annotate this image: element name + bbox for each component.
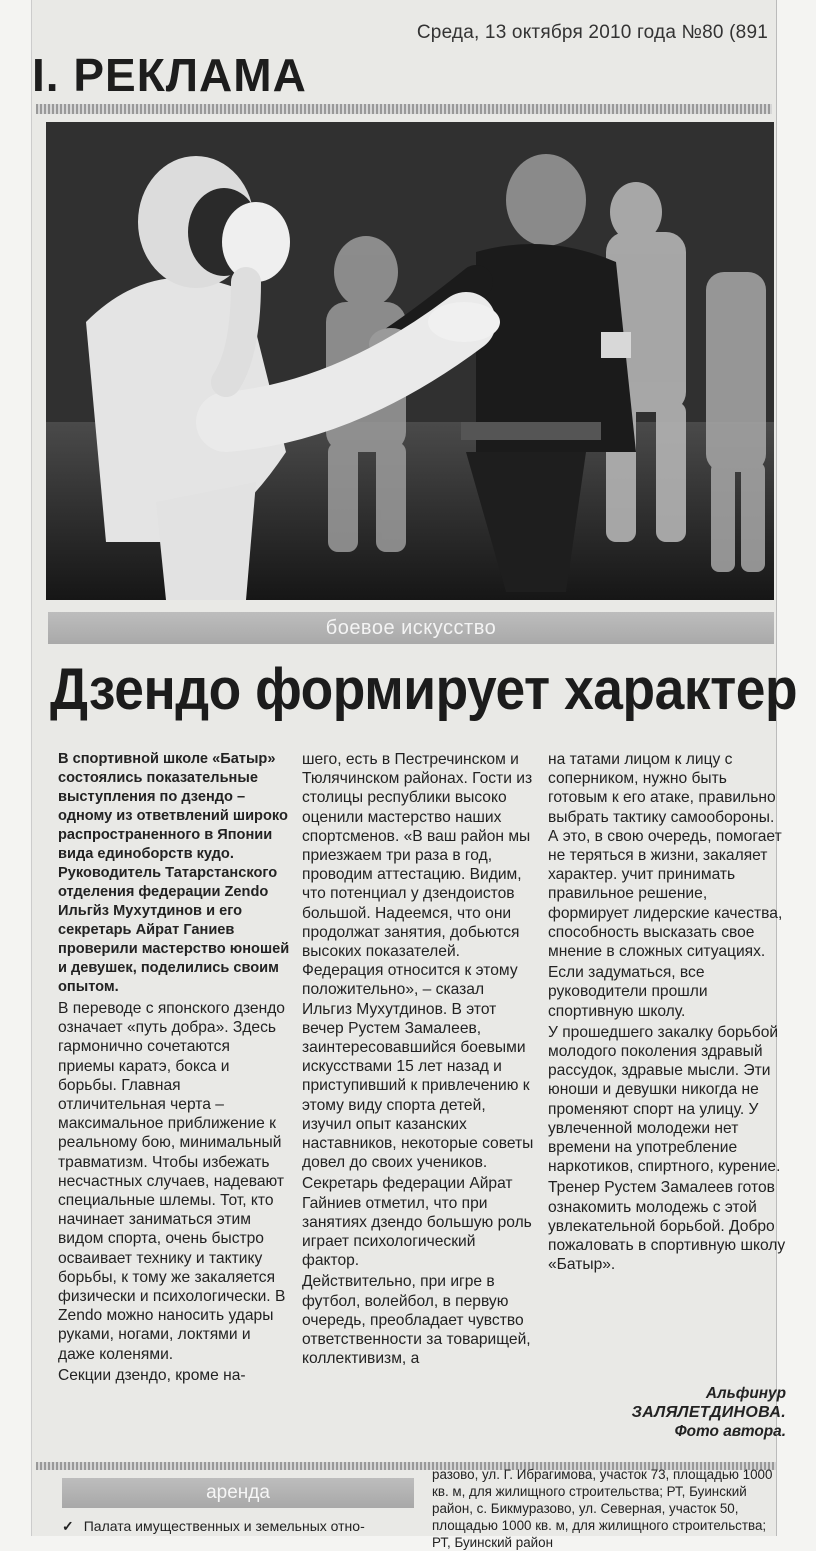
article-paragraph: Если задуматься, все руководители прошли спортивную школу. (548, 964, 708, 1020)
section-title: I. РЕКЛАМА (32, 49, 307, 101)
article-rubric: боевое искусство (48, 612, 774, 644)
martial-arts-photo-illustration (46, 122, 774, 600)
checkmark-icon: ✓ (62, 1518, 74, 1534)
article-headline: Дзендо формирует характер (50, 657, 798, 722)
article-paragraph: на татами лицом к лицу с соперником, нужно быть готовым к его атаке, правильно выбрать тактику самообороны. А это, в свою очередь, помогает не теряться в жизни, закаляет характер. учит принимать правильное решение, формирует лидерские качества, способность высказать свое мнение в сложных ситуациях. (548, 751, 783, 961)
article-lead: В спортивной школе «Батыр» состоялись показательные выступления по дзендо – одному из ответвлений широко распространенного в Японии вида единоборств кудо. Руководитель Татарстанского отделения федерации Zendo Ильгйз Мухутдинов и его секретарь Айрат Ганиев проверили мастерство юношей и девушек, поделились своим опытом. (58, 751, 290, 995)
photo-credit: Фото автора. (674, 1423, 786, 1440)
article-paragraph: шего, есть в Пестречинском и Тюлячинском районах. Гости из столицы республики высоко оценили мастерство наших спортсменов. «В ваш район мы приезжаем три раза в год, проводим аттестацию. Видим, что потенциал у дзендоистов большой. Надеемся, что они продолжат занятия, добьются высоких показателей. Федерация относится к этому положительно», – сказал Ильгиз Мухутдинов. В этот вечер Рустем Замалеев, заинтересовавшийся боевыми искусствами 15 лет назад и приступивший к привлечению к этому виду спорта детей, изучил опыт казанских наставников, некоторые советы довел до своих учеников. (302, 751, 534, 1172)
dateline: Среда, 13 октября 2010 года №80 (891 (416, 22, 768, 43)
article-paragraph: У прошедшего закалку борьбой молодого поколения здравый рассудок, здравые мысли. Эти юноши и девушки никогда не променяют спорт на улицу. У увлеченной молодежи нет времени на употребление наркотиков, спиртного, курение. (548, 1023, 781, 1176)
rent-item-text: Палата имущественных и земельных отно- (83, 1518, 365, 1534)
article-column-3 (548, 750, 786, 1276)
article-paragraph: В переводе с японского дзендо означает «путь добра». Здесь гармонично сочетаются приемы каратэ, бокса и борьбы. Главная отличительная черта – максимальное приближение к реальному бою, минимальный травматизм. Чтобы избежать несчастных случаев, надевают специальные шлемы. Тот, кто начинает заниматься этим видом спорта, очень быстро осваивает технику и тактику борьбы, к тому же закаляется физически и психологически. В Zendo можно наносить удары руками, ногами, локтями и даже коленями. (58, 1000, 286, 1363)
rent-rubric: аренда (62, 1478, 414, 1508)
article-column-1 (58, 750, 290, 1387)
article-paragraph: Секции дзендо, кроме на- (58, 1366, 246, 1384)
rent-list-item (62, 1518, 422, 1535)
article-paragraph: Секретарь федерации Айрат Гайниев отметил, что при занятиях дзендо большую роль играет психологический фактор. (302, 1175, 532, 1270)
article-signature (632, 1384, 786, 1441)
author-name: Альфинур (705, 1385, 786, 1402)
article-paragraph: Действительно, при игре в футбол, волейбол, в первую очередь, преобладает чувство ответственности за товарищей, коллективизм, а (302, 1273, 531, 1368)
article-photo (46, 122, 774, 600)
article-paragraph: Тренер Рустем Замалеев готов ознакомить молодежь с этой увлекательной борьбой. Добро пожаловать в спортивную школу «Батыр». (548, 1179, 786, 1274)
top-divider (36, 104, 772, 114)
author-surname: ЗАЛЯЛЕТДИНОВА. (631, 1404, 786, 1421)
article-column-2 (302, 750, 536, 1371)
rent-notice-text: разово, ул. Г. Ибрагимова, участок 73, площадью 1000 кв. м, для жилищного строительства; РТ, Буинский район, с. Бикмуразово, ул. Северная, участок 50, площадью 1000 кв. м, для жилищного строительства; РТ, Буинский район (432, 1467, 773, 1550)
